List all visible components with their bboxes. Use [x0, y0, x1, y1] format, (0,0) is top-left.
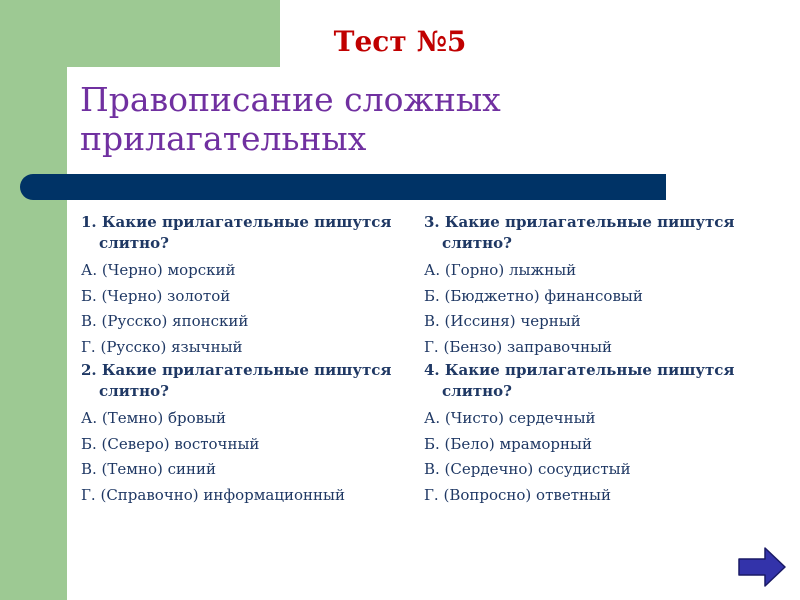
page-title-line-1: Правописание сложных — [80, 80, 501, 119]
questions-column-left — [81, 212, 411, 508]
next-slide-button[interactable] — [738, 547, 786, 587]
test-label: Тест №5 — [333, 25, 467, 58]
question-4: 4. Какие прилагательные пишутся слитно? — [424, 361, 735, 400]
answer-option[interactable]: Г. (Русско) язычный — [81, 337, 243, 356]
answer-option[interactable]: В. (Темно) синий — [81, 460, 216, 478]
answer-option[interactable]: Б. (Бюджетно) финансовый — [424, 286, 643, 305]
green-side-band — [0, 0, 67, 600]
green-top-band — [0, 0, 280, 67]
answer-option[interactable]: Б. (Черно) золотой — [81, 286, 231, 305]
answer-option[interactable]: Б. (Северо) восточный — [81, 434, 260, 453]
answer-option[interactable]: Г. (Справочно) информационный — [81, 485, 345, 504]
question-3: 3. Какие прилагательные пишутся слитно? — [424, 213, 735, 252]
answer-option[interactable]: В. (Иссиня) черный — [424, 312, 581, 330]
answer-option[interactable]: В. (Сердечно) сосудистый — [424, 460, 631, 478]
answer-option[interactable]: Б. (Бело) мраморный — [424, 434, 592, 453]
answer-option[interactable]: А. (Темно) бровый — [81, 409, 226, 427]
answer-option[interactable]: А. (Горно) лыжный — [424, 261, 577, 279]
question-1: 1. Какие прилагательные пишутся слитно? — [81, 213, 392, 252]
answer-option[interactable]: Г. (Бензо) заправочный — [424, 337, 613, 356]
arrow-right-icon — [738, 547, 786, 587]
answer-option[interactable]: Г. (Вопросно) ответный — [424, 485, 611, 504]
question-2: 2. Какие прилагательные пишутся слитно? — [81, 361, 392, 400]
questions-column-right — [424, 212, 754, 508]
page-title-line-2: прилагательных — [80, 119, 367, 158]
answer-option[interactable]: В. (Русско) японский — [81, 312, 249, 330]
answer-option[interactable]: А. (Черно) морский — [81, 261, 236, 279]
page-title — [80, 80, 640, 158]
title-divider-bar — [20, 174, 666, 200]
answer-option[interactable]: А. (Чисто) сердечный — [424, 409, 596, 427]
